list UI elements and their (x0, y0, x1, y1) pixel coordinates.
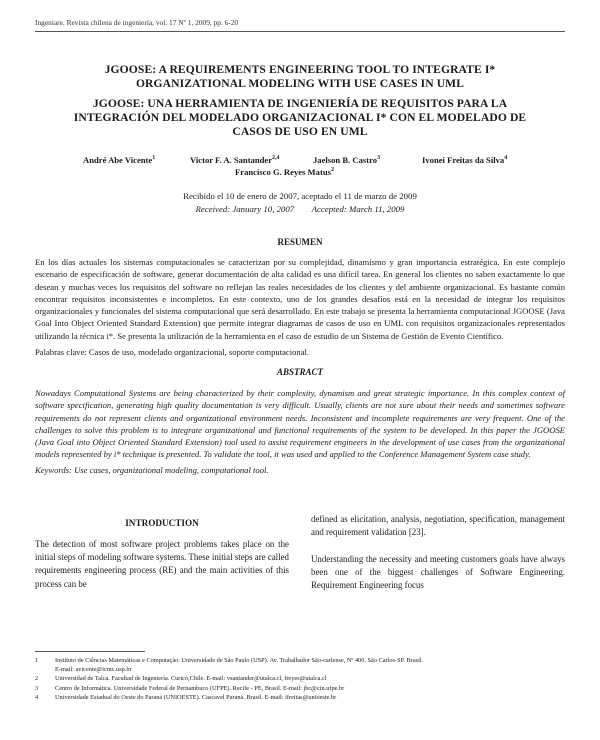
dates-spanish: Recibido el 10 de enero de 2007, aceptado el 11 de marzo de 2009 (183, 191, 417, 201)
title-spanish-line: JGOOSE: UNA HERRAMIENTA DE INGENIERÍA DE REQUISITOS PARA LA (92, 97, 508, 110)
title-spanish-line: INTEGRACIÓN DEL MODELADO ORGANIZACIONAL I* CON EL MODELADO DE (73, 111, 527, 124)
author: Ivonei Freitas da Silva$^4$ (422, 155, 508, 165)
author: Victor F. A. Santander$^{2,4}$ (190, 155, 280, 165)
footnote: 4 Universidade Estadual do Oeste do Paraná (UNIOESTE). Cascavel Paraná. Brasil. E-mail: ifreitas@unioeste.br (35, 693, 337, 701)
author: André Abe Vicente$^1$ (83, 155, 156, 165)
author: Jaelson B. Castro$^3$ (313, 155, 381, 165)
header-rule (35, 31, 565, 32)
introduction-left-text: The detection of most software project problems takes place on the initial steps of modeling software systems. These initial steps are called requirements engineering process (RE) and the main activities of this process can be (35, 539, 289, 589)
title-english (45, 63, 555, 91)
title-english-line: ORGANIZATIONAL MODELING WITH USE CASES IN UML (135, 77, 465, 90)
abstract-keywords: Keywords: Use cases, organizational modeling, computational tool. (35, 465, 269, 475)
introduction-heading: INTRODUCTION (125, 518, 199, 528)
received-dates (45, 190, 555, 216)
resumen-heading: RESUMEN (277, 237, 323, 247)
resumen-keywords: Palabras clave: Casos de uso, modelado organizacional, soporte computacional. (35, 347, 310, 357)
footnote: 2 Universidad de Talca. Facultad de Ingeniería. Curicó,Chile. E-mail: vsantander@utalca.cl, freyes@utalca.cl (35, 675, 327, 683)
footnotes (35, 656, 565, 702)
introduction-right-text-1: defined as elicitation, analysis, negotiation, specification, management and requirement validation [23]. (311, 514, 565, 538)
footnote-rule (35, 651, 145, 652)
abstract-heading: ABSTRACT (276, 367, 323, 377)
abstract-text: Nowadays Computational Systems are being characterized by their complexity, dynamism and great strategic importance. In this complex context of software specification, generating high quality documentation is very difficult. Usually, clients are not sure about their needs and sometimes software requirements do not represent clients and organizational environment needs. Inconsistent and incomplete requirements are very frequent. One of the challenges to solve this problem is to integrate organizational and functional requirements of the system to be developed. In this paper the JGOOSE (Java Goal into Object Oriented Standard Extension) tool used to assist requirement engineers in the development of use cases from the organizational models represented by i* technique is presented. To validate the tool, it was used and applied to the Conference Management System case study. (35, 388, 565, 460)
title-english-line: JGOOSE: A REQUIREMENTS ENGINEERING TOOL TO INTEGRATE I* (104, 63, 496, 76)
journal-citation: Ingeniare. Revista chilena de ingeniería, vol. 17 Nº 1, 2009, pp. 6-20 (35, 18, 239, 27)
author: Francisco G. Reyes Matus$^2$ (235, 167, 334, 177)
footnote: 3 Centro de Informática. Universidade Federal de Pernambuco (UFPE). Recife - PE, Brasil. E-mail: jbc@cin.ufpe.br (35, 684, 345, 692)
dates-english: Received: January 10, 2007 Accepted: March 11, 2009 (195, 204, 405, 214)
title-spanish-line: CASOS DE USO EN UML (232, 125, 368, 138)
resumen-text: En los días actuales los sistemas computacionales se caracterizan por su complejidad, dinamismo y gran importancia estratégica. En este complejo escenario de especificación de software, generar documentación de alta calidad es una difícil tarea. En general los clientes no saben exactamente lo que desean y muchas veces los requisitos del software no reflejan las reales necesidades de los clientes y del ambiente organizacional. Es bastante común encontrar requisitos inconsistentes e incompletos. En este contexto, uno de los grandes desafíos está en la necesidad de integrar los requisitos organizacionales y funcionales del sistema computacional que será desarrollado. En este trabajo se presenta la herramienta computacional JGOOSE (Java Goal Into Object Oriented Standard Extension) que permite integrar diagramas de casos de uso en UML con requisitos organizacionales representados utilizando la técnica i*. Se presenta la utilización de la herramienta en el caso de estudio de un Sistema de Gestión de Evento Científico. (35, 257, 565, 341)
title-spanish (45, 97, 555, 139)
introduction-right-text-2: Understanding the necessity and meeting customers goals have always been one of the biggest challenges of Software Engineering. Requirement Engineering focus (311, 554, 565, 591)
footnote: 1 Instituto de Ciências Matemáticas e Computação. Universidade de São Paulo (USP). Av. Trabalhador São-carlense, Nº 400. São Carlos-SP. Brasil. E-mail: avicente@icmc.usp.br (35, 657, 424, 674)
